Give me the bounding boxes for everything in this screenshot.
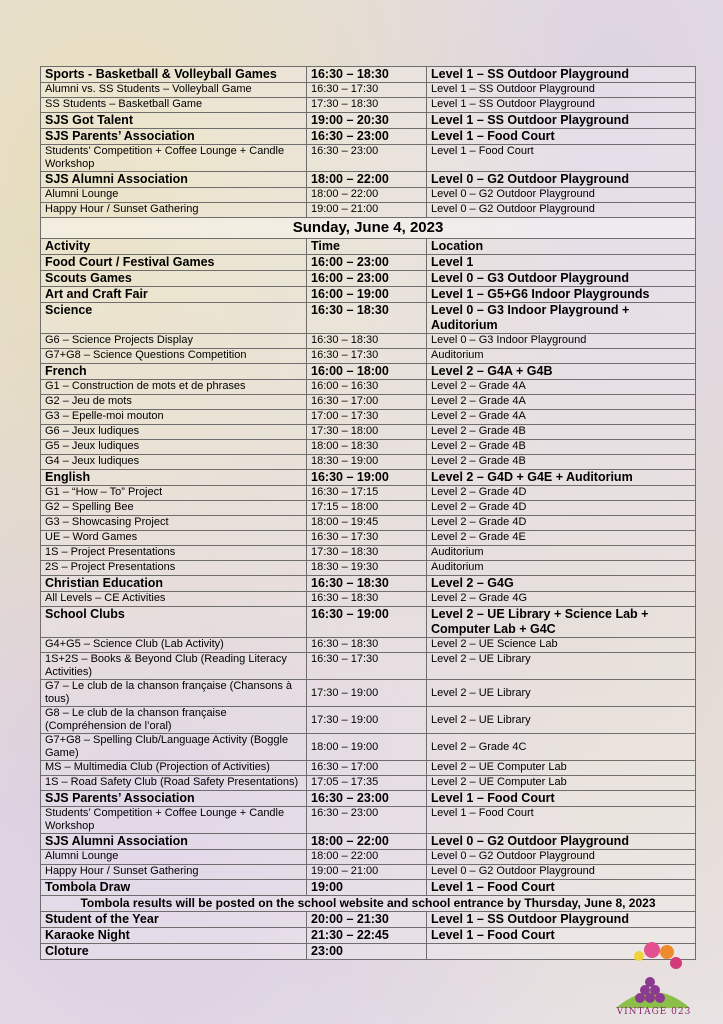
time-cell: 21:30 – 22:45 (307, 928, 427, 944)
activity-cell: SJS Got Talent (41, 113, 307, 129)
location-cell: Level 2 – Grade 4D (427, 501, 696, 516)
location-cell: Level 0 – G2 Outdoor Playground (427, 865, 696, 880)
schedule-row (41, 410, 696, 425)
activity-cell: G1 – “How – To” Project (41, 486, 307, 501)
schedule-row (41, 470, 696, 486)
time-cell: 16:30 – 18:30 (307, 67, 427, 83)
time-cell: 16:30 – 23:00 (307, 129, 427, 145)
time-cell: 16:30 – 17:30 (307, 531, 427, 546)
time-cell: 16:30 – 17:30 (307, 349, 427, 364)
activity-cell: G5 – Jeux ludiques (41, 440, 307, 455)
activity-cell: Scouts Games (41, 271, 307, 287)
time-cell: 16:30 – 17:00 (307, 395, 427, 410)
location-cell: Level 0 – G3 Indoor Playground (427, 334, 696, 349)
schedule-row (41, 255, 696, 271)
activity-cell: Activity (41, 239, 307, 255)
activity-cell: Art and Craft Fair (41, 287, 307, 303)
time-cell: 17:30 – 19:00 (307, 707, 427, 734)
location-cell: Level 2 – UE Science Lab (427, 638, 696, 653)
location-cell: Level 2 – UE Library + Science Lab + Computer Lab + G4C (427, 607, 696, 638)
schedule-row (41, 67, 696, 83)
location-cell: Level 2 – Grade 4A (427, 380, 696, 395)
time-cell: 16:30 – 18:30 (307, 334, 427, 349)
activity-cell: G8 – Le club de la chanson française (Compréhension de l’oral) (41, 707, 307, 734)
location-cell: Level 2 – G4D + G4E + Auditorium (427, 470, 696, 486)
time-cell: 18:30 – 19:00 (307, 455, 427, 470)
activity-cell: Students’ Competition + Coffee Lounge + Candle Workshop (41, 145, 307, 172)
time-cell: Time (307, 239, 427, 255)
activity-cell: 1S – Road Safety Club (Road Safety Presentations) (41, 776, 307, 791)
time-cell: 17:30 – 19:00 (307, 680, 427, 707)
schedule-row (41, 807, 696, 834)
schedule-row (41, 172, 696, 188)
location-cell: Level 2 – G4A + G4B (427, 364, 696, 380)
schedule-row (41, 850, 696, 865)
location-cell: Level 2 – Grade 4A (427, 410, 696, 425)
schedule-row (41, 653, 696, 680)
activity-cell: UE – Word Games (41, 531, 307, 546)
activity-cell: Christian Education (41, 576, 307, 592)
time-cell: 16:00 – 23:00 (307, 255, 427, 271)
location-cell: Auditorium (427, 349, 696, 364)
activity-cell: Happy Hour / Sunset Gathering (41, 865, 307, 880)
location-cell: Level 1 – Food Court (427, 880, 696, 896)
location-cell: Level 1 – SS Outdoor Playground (427, 67, 696, 83)
schedule-row (41, 576, 696, 592)
location-cell: Level 1 (427, 255, 696, 271)
activity-cell: MS – Multimedia Club (Projection of Activities) (41, 761, 307, 776)
schedule-row (41, 239, 696, 255)
schedule-row (41, 761, 696, 776)
time-cell: 16:30 – 23:00 (307, 145, 427, 172)
location-cell: Level 2 – Grade 4D (427, 486, 696, 501)
logo-text: VINTAGE 023 (616, 1007, 692, 1017)
location-cell: Level 2 – Grade 4B (427, 425, 696, 440)
activity-cell: SJS Parents’ Association (41, 791, 307, 807)
activity-cell: School Clubs (41, 607, 307, 638)
schedule-row (41, 791, 696, 807)
activity-cell: G1 – Construction de mots et de phrases (41, 380, 307, 395)
time-cell: 16:00 – 23:00 (307, 271, 427, 287)
time-cell: 23:00 (307, 944, 427, 960)
schedule-row (41, 145, 696, 172)
location-cell: Level 2 – G4G (427, 576, 696, 592)
time-cell: 19:00 – 21:00 (307, 203, 427, 218)
activity-cell: Science (41, 303, 307, 334)
location-cell: Level 1 – SS Outdoor Playground (427, 83, 696, 98)
activity-cell: Alumni vs. SS Students – Volleyball Game (41, 83, 307, 98)
time-cell: 19:00 – 20:30 (307, 113, 427, 129)
schedule-row (41, 349, 696, 364)
activity-cell: SJS Alumni Association (41, 834, 307, 850)
activity-cell: 1S – Project Presentations (41, 546, 307, 561)
location-cell: Auditorium (427, 546, 696, 561)
activity-cell: G6 – Jeux ludiques (41, 425, 307, 440)
schedule-row (41, 113, 696, 129)
location-cell: Level 0 – G3 Outdoor Playground (427, 271, 696, 287)
activity-cell: G4+G5 – Science Club (Lab Activity) (41, 638, 307, 653)
time-cell: 18:00 – 22:00 (307, 172, 427, 188)
activity-cell: Happy Hour / Sunset Gathering (41, 203, 307, 218)
schedule-row (41, 944, 696, 960)
schedule-row (41, 607, 696, 638)
schedule-row (41, 680, 696, 707)
location-cell: Level 2 – UE Library (427, 707, 696, 734)
schedule-row (41, 129, 696, 145)
time-cell: 16:30 – 17:00 (307, 761, 427, 776)
activity-cell: Student of the Year (41, 912, 307, 928)
schedule-row (41, 546, 696, 561)
time-cell: 16:30 – 18:30 (307, 638, 427, 653)
schedule-row (41, 734, 696, 761)
schedule-row (41, 303, 696, 334)
schedule-row (41, 486, 696, 501)
location-cell: Level 0 – G3 Indoor Playground + Auditorium (427, 303, 696, 334)
activity-cell: Students’ Competition + Coffee Lounge + Candle Workshop (41, 807, 307, 834)
location-cell: Level 0 – G2 Outdoor Playground (427, 850, 696, 865)
time-cell: 16:30 – 19:00 (307, 470, 427, 486)
time-cell: 16:00 – 19:00 (307, 287, 427, 303)
location-cell: Level 2 – Grade 4E (427, 531, 696, 546)
activity-cell: Food Court / Festival Games (41, 255, 307, 271)
activity-cell: G2 – Spelling Bee (41, 501, 307, 516)
schedule-row (41, 592, 696, 607)
time-cell: 17:30 – 18:30 (307, 546, 427, 561)
time-cell: 16:30 – 19:00 (307, 607, 427, 638)
time-cell: 16:30 – 18:30 (307, 592, 427, 607)
time-cell: 19:00 (307, 880, 427, 896)
schedule-row (41, 776, 696, 791)
time-cell: 17:30 – 18:30 (307, 98, 427, 113)
activity-cell: G7+G8 – Spelling Club/Language Activity (Boggle Game) (41, 734, 307, 761)
location-cell: Level 1 – Food Court (427, 129, 696, 145)
activity-cell: French (41, 364, 307, 380)
activity-cell: SS Students – Basketball Game (41, 98, 307, 113)
time-cell: 17:05 – 17:35 (307, 776, 427, 791)
location-cell: Level 1 – Food Court (427, 145, 696, 172)
location-cell: Level 0 – G2 Outdoor Playground (427, 203, 696, 218)
location-cell: Level 1 – Food Court (427, 928, 696, 944)
time-cell: 16:30 – 23:00 (307, 807, 427, 834)
schedule-row (41, 865, 696, 880)
location-cell: Level 1 – SS Outdoor Playground (427, 113, 696, 129)
schedule-row (41, 834, 696, 850)
schedule-row (41, 531, 696, 546)
day-title: Sunday, June 4, 2023 (41, 218, 696, 239)
schedule-row (41, 271, 696, 287)
location-cell: Level 0 – G2 Outdoor Playground (427, 172, 696, 188)
schedule-row (41, 425, 696, 440)
location-cell: Level 2 – Grade 4G (427, 592, 696, 607)
location-cell: Level 2 – Grade 4A (427, 395, 696, 410)
activity-cell: 1S+2S – Books & Beyond Club (Reading Literacy Activities) (41, 653, 307, 680)
location-cell: Level 2 – UE Library (427, 680, 696, 707)
time-cell: 16:00 – 16:30 (307, 380, 427, 395)
schedule-row (41, 455, 696, 470)
activity-cell: Karaoke Night (41, 928, 307, 944)
schedule-row (41, 501, 696, 516)
location-cell: Level 0 – G2 Outdoor Playground (427, 834, 696, 850)
location-cell: Level 2 – UE Computer Lab (427, 761, 696, 776)
schedule-row (41, 334, 696, 349)
activity-cell: 2S – Project Presentations (41, 561, 307, 576)
schedule-row (41, 440, 696, 455)
activity-cell: G4 – Jeux ludiques (41, 455, 307, 470)
schedule-row (41, 98, 696, 113)
location-cell: Level 1 – Food Court (427, 791, 696, 807)
location-cell: Level 2 – Grade 4B (427, 440, 696, 455)
time-cell: 18:00 – 18:30 (307, 440, 427, 455)
location-cell: Level 2 – Grade 4B (427, 455, 696, 470)
time-cell: 18:00 – 22:00 (307, 188, 427, 203)
location-cell: Level 1 – SS Outdoor Playground (427, 98, 696, 113)
schedule-row (41, 364, 696, 380)
time-cell: 19:00 – 21:00 (307, 865, 427, 880)
time-cell: 16:30 – 17:30 (307, 653, 427, 680)
time-cell: 16:30 – 18:30 (307, 576, 427, 592)
location-cell: Level 2 – UE Library (427, 653, 696, 680)
activity-cell: G3 – Epelle-moi mouton (41, 410, 307, 425)
activity-cell: All Levels – CE Activities (41, 592, 307, 607)
schedule-row (41, 188, 696, 203)
activity-cell: English (41, 470, 307, 486)
location-cell: Location (427, 239, 696, 255)
time-cell: 16:00 – 18:00 (307, 364, 427, 380)
activity-cell: SJS Parents’ Association (41, 129, 307, 145)
time-cell: 18:00 – 22:00 (307, 850, 427, 865)
schedule-row (41, 83, 696, 98)
activity-cell: Cloture (41, 944, 307, 960)
note-text: Tombola results will be posted on the school website and school entrance by Thursday, June 8, 2023 (41, 896, 696, 912)
time-cell: 17:15 – 18:00 (307, 501, 427, 516)
time-cell: 18:00 – 22:00 (307, 834, 427, 850)
activity-cell: Tombola Draw (41, 880, 307, 896)
time-cell: 18:00 – 19:45 (307, 516, 427, 531)
schedule-row (41, 395, 696, 410)
schedule-row (41, 912, 696, 928)
location-cell: Level 1 – G5+G6 Indoor Playgrounds (427, 287, 696, 303)
note-row (41, 896, 696, 912)
time-cell: 17:30 – 18:00 (307, 425, 427, 440)
location-cell: Level 2 – Grade 4D (427, 516, 696, 531)
activity-cell: G7 – Le club de la chanson française (Chansons à tous) (41, 680, 307, 707)
schedule-row (41, 928, 696, 944)
schedule-row (41, 203, 696, 218)
schedule-row (41, 638, 696, 653)
location-cell: Level 1 – SS Outdoor Playground (427, 912, 696, 928)
time-cell: 20:00 – 21:30 (307, 912, 427, 928)
time-cell: 16:30 – 17:15 (307, 486, 427, 501)
activity-cell: SJS Alumni Association (41, 172, 307, 188)
time-cell: 16:30 – 17:30 (307, 83, 427, 98)
activity-cell: G3 – Showcasing Project (41, 516, 307, 531)
schedule-row (41, 880, 696, 896)
schedule-table (40, 66, 696, 960)
activity-cell: G2 – Jeu de mots (41, 395, 307, 410)
schedule-row (41, 707, 696, 734)
location-cell: Level 2 – UE Computer Lab (427, 776, 696, 791)
time-cell: 17:00 – 17:30 (307, 410, 427, 425)
location-cell: Level 0 – G2 Outdoor Playground (427, 188, 696, 203)
schedule-row (41, 287, 696, 303)
schedule-row (41, 561, 696, 576)
time-cell: 16:30 – 23:00 (307, 791, 427, 807)
schedule-row (41, 516, 696, 531)
location-cell: Level 1 – Food Court (427, 807, 696, 834)
location-cell: Level 2 – Grade 4C (427, 734, 696, 761)
time-cell: 18:30 – 19:30 (307, 561, 427, 576)
activity-cell: Alumni Lounge (41, 850, 307, 865)
time-cell: 16:30 – 18:30 (307, 303, 427, 334)
activity-cell: Sports - Basketball & Volleyball Games (41, 67, 307, 83)
activity-cell: Alumni Lounge (41, 188, 307, 203)
schedule-row (41, 380, 696, 395)
day-header (41, 218, 696, 239)
activity-cell: G7+G8 – Science Questions Competition (41, 349, 307, 364)
time-cell: 18:00 – 19:00 (307, 734, 427, 761)
activity-cell: G6 – Science Projects Display (41, 334, 307, 349)
location-cell: Auditorium (427, 561, 696, 576)
